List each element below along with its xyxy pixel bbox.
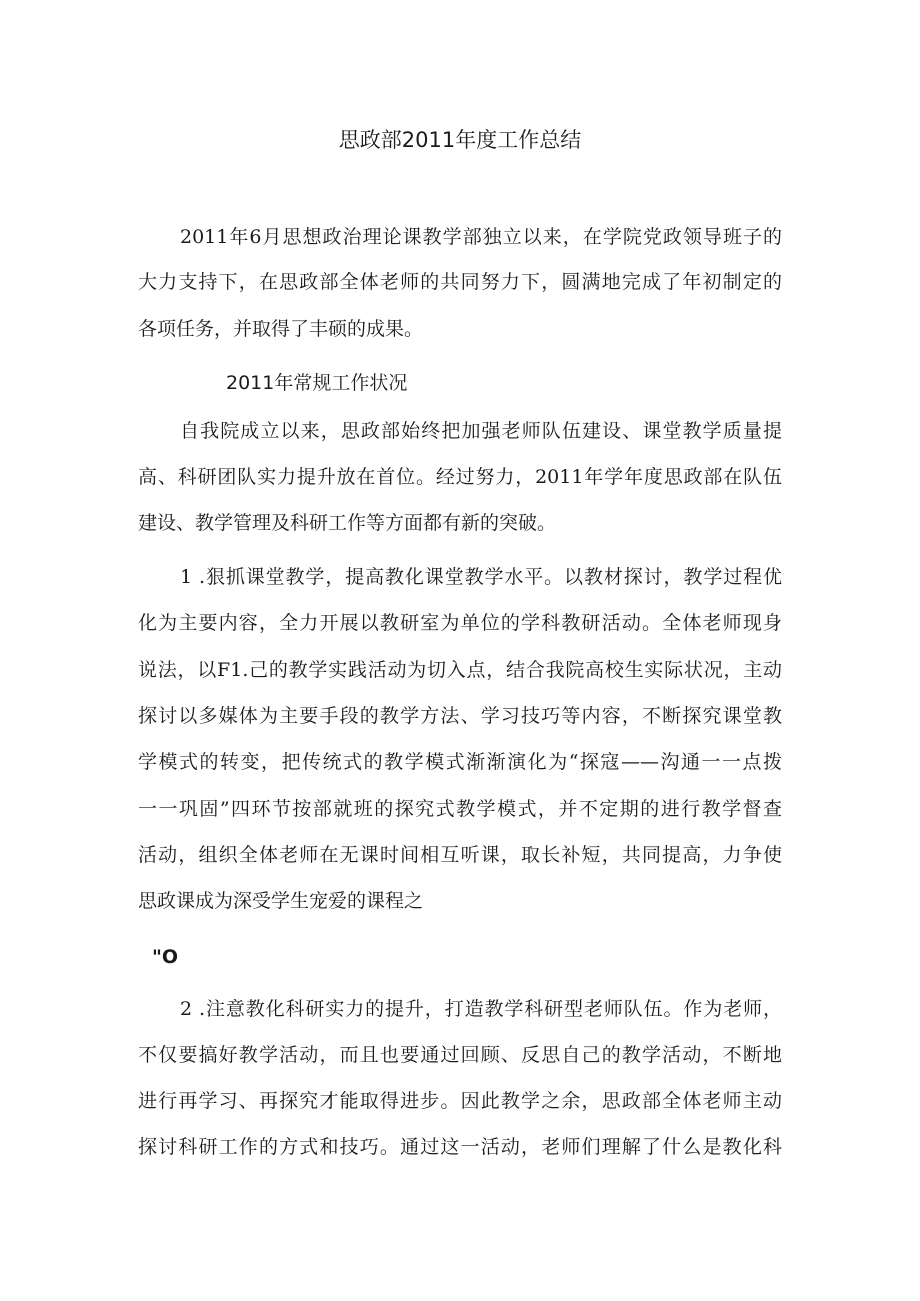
item1-line-3: 说法，以F1.己的教学实践活动为切入点，结合我院高校生实际状况，主动 — [138, 659, 782, 681]
document-title: 思政部2011年度工作总结 — [338, 128, 582, 152]
intro-line-2: 大力支持下，在思政部全体老师的共同努力下，圆满地完成了年初制定的 — [138, 271, 782, 293]
item2-line-1: 2 .注意教化科研实力的提升，打造教学科研型老师队伍。作为老师， — [180, 998, 782, 1020]
item1-line-8: 思政课成为深受学生宠爱的课程之 — [138, 890, 424, 912]
item1-line-4: 探讨以多媒体为主要手段的教学方法、学习技巧等内容，不断探究课堂教 — [138, 705, 782, 727]
item1-line-1: 1 .狠抓课堂教学，提高教化课堂教学水平。以教材探讨，教学过程优 — [180, 566, 782, 588]
overview-line-3: 建设、教学管理及科研工作等方面都有新的突破。 — [138, 512, 557, 534]
item2-line-2: 不仅要搞好教学活动，而且也要通过回顾、反思自己的教学活动，不断地 — [138, 1044, 782, 1066]
item1-line-6: 一一巩固”四环节按部就班的探究式教学模式，并不定期的进行教学督查 — [138, 798, 782, 820]
overview-line-1: 自我院成立以来，思政部始终把加强老师队伍建设、课堂教学质量提 — [180, 420, 782, 442]
section-heading: 2011年常规工作状况 — [226, 372, 408, 394]
intro-line-1: 2011年6月思想政治理论课教学部独立以来，在学院党政领导班子的 — [180, 226, 782, 248]
item1-line-2: 化为主要内容，全力开展以教研室为单位的学科教研活动。全体老师现身 — [138, 612, 782, 634]
item1-line-5: 学模式的转变，把传统式的教学模式渐渐演化为“探寇——沟通一一点拨 — [138, 751, 782, 773]
item1-line-7: 活动，组织全体老师在无课时间相互听课，取长补短，共同提高，力争使 — [138, 844, 782, 866]
intro-line-3: 各项任务，并取得了丰硕的成果。 — [138, 318, 424, 340]
overview-line-2: 高、科研团队实力提升放在首位。经过努力，2011年学年度思政部在队伍 — [138, 466, 782, 488]
item2-line-3: 进行再学习、再探究才能取得进步。因此教学之余，思政部全体老师主动 — [138, 1090, 782, 1112]
item2-line-4: 探讨科研工作的方式和技巧。通过这一活动，老师们理解了什么是教化科 — [138, 1136, 782, 1158]
stray-mark: "O — [152, 946, 179, 968]
